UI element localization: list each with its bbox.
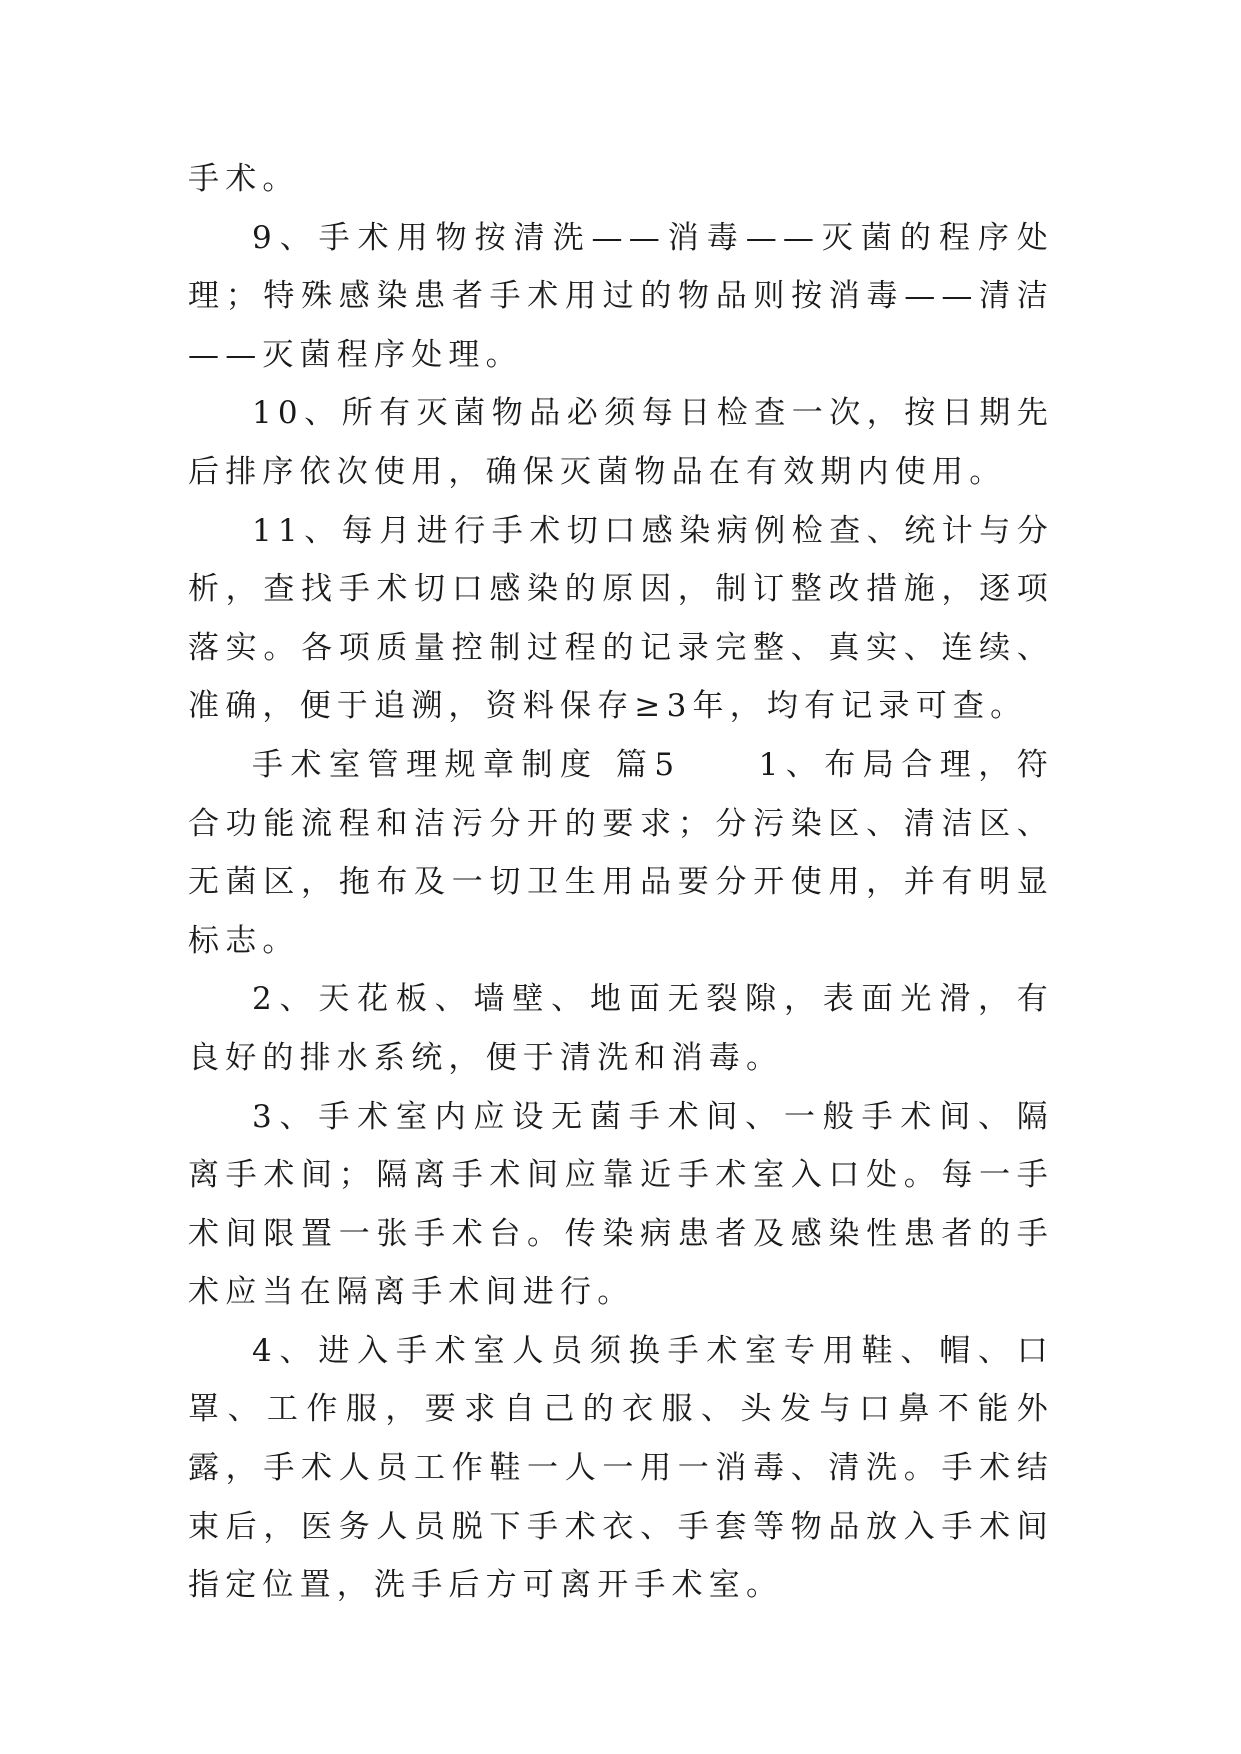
paragraph-section-5-item-4: 4、进入手术室人员须换手术室专用鞋、帽、口罩、工作服，要求自己的衣服、头发与口鼻不能外露，手术人员工作鞋一人一用一消毒、清洗。手术结束后，医务人员脱下手术衣、手套等物品放入手术间指定位置，洗手后方可离开手术室。 xyxy=(188,1332,1054,1604)
paragraph-item-11: 11、每月进行手术切口感染病例检查、统计与分析，查找手术切口感染的原因，制订整改措施，逐项落实。各项质量控制过程的记录完整、真实、连续、准确，便于追溯，资料保存≥3年，均有记录可查。 xyxy=(188,512,1054,725)
paragraph-item-9: 9、手术用物按清洗——消毒——灭菌的程序处理；特殊感染患者手术用过的物品则按消毒——清洁——灭菌程序处理。 xyxy=(188,219,1054,373)
paragraph-continuation: 手术。 xyxy=(188,161,300,197)
paragraph-item-10: 10、所有灭菌物品必须每日检查一次，按日期先后排序依次使用，确保灭菌物品在有效期内使用。 xyxy=(188,395,1054,490)
paragraph-section-5-item-2: 2、天花板、墙壁、地面无裂隙，表面光滑，有良好的排水系统，便于清洗和消毒。 xyxy=(188,981,1054,1076)
paragraph-section-5-item-1: 手术室管理规章制度 篇5 1、布局合理，符合功能流程和洁污分开的要求；分污染区、清洁区、无菌区，拖布及一切卫生用品要分开使用，并有明显标志。 xyxy=(188,746,1054,959)
document-body xyxy=(188,150,1054,1615)
paragraph-section-5-item-3: 3、手术室内应设无菌手术间、一般手术间、隔离手术间；隔离手术间应靠近手术室入口处。每一手术间限置一张手术台。传染病患者及感染性患者的手术应当在隔离手术间进行。 xyxy=(188,1098,1054,1311)
